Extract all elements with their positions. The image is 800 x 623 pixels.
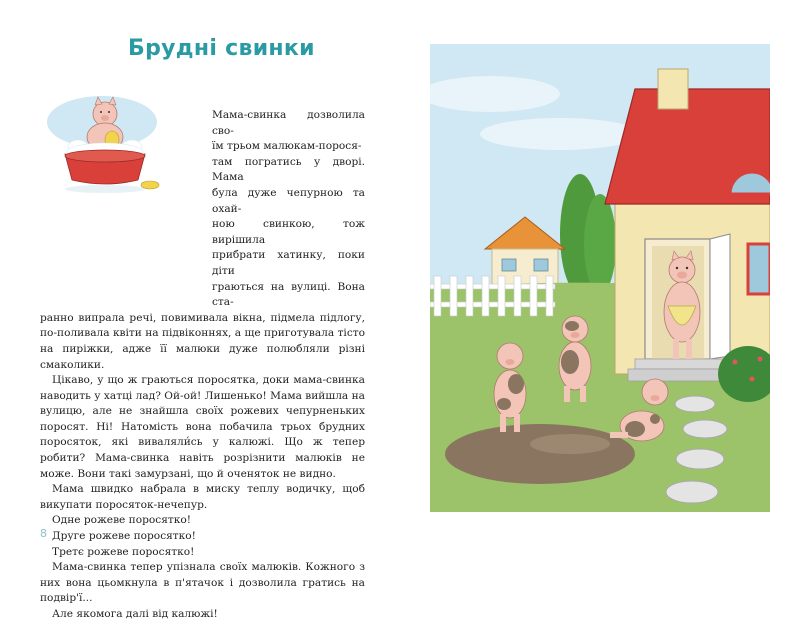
story-paragraph: Цікаво, у що ж граються поросятка, доки мама-свинка наводить у хатці лад? Ой-ой! Лишенько! Мама вийшла на вулицю, але не знайшла своїх рожевих чепурненьких поросят. Ні! Натомість вона побачила трьох брудних поросяток, які виваляли́сь у калюжі. Що ж тепер робити? Мама-свинка навіть розрізнити малюків не може. Вони такі замурзані, що й оченяток не видно.: [40, 374, 365, 480]
story-paragraph: Друге рожеве поросятко!: [52, 530, 196, 543]
story-paragraph: Мама-свинка тепер упізнала своїх малюків. Кожного з них вона цьомкнула в п'ятачок і дозволила гратись на подвір'ї...: [40, 561, 365, 605]
story-paragraph: Третє рожеве поросятко!: [52, 545, 195, 558]
page-number: 8: [40, 527, 47, 540]
story-paragraph: Але якомога далі від калюжі!: [52, 608, 218, 620]
story-line: Мама-свинка дозволила сво-: [212, 109, 365, 137]
story-line: ною свинкою, тож вирішила: [212, 218, 365, 246]
page-title: Брудні свинки: [128, 36, 315, 61]
dirty-piglets-farm-illustration: [430, 44, 770, 512]
story-line: граються на вулиці. Вона ста-: [212, 280, 365, 309]
story-line: була дуже чепурною та охай-: [212, 186, 365, 215]
story-line: прибрати хатинку, поки діти: [212, 249, 365, 277]
story-line: там погратись у дворі. Мама: [212, 155, 365, 184]
story-paragraph: ранно випрала речі, повимивала вікна, підмела підлогу, по-поливала квіти на підвіконнях, а ще приготувала тісто на пиріжки, адже її малюки дуже полюбляли різні смаколики.: [40, 311, 365, 371]
story-paragraph: Мама швидко набрала в миску теплу водичку, щоб викупати поросяток-нечепур.: [40, 483, 365, 511]
story-paragraph: Одне рожеве поросятко!: [52, 514, 192, 527]
story-line: їм трьом малюкам-порося-: [212, 140, 362, 153]
story-text: [40, 108, 365, 623]
